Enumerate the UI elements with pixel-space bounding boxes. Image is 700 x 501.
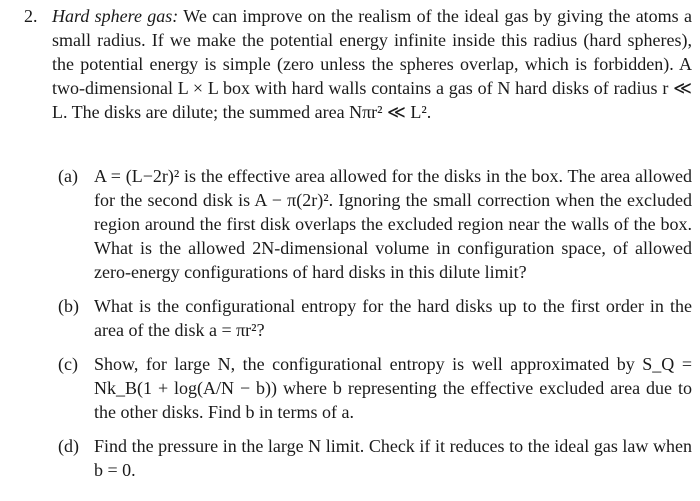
problem-intro: We can improve on the realism of the ideal gas by giving the atoms a small radius. If we make the potential energy infinite inside this radius (hard spheres), the potential energy is simple (zero unless the spheres overlap, which is forbidden). A two-dimensional L × L box with hard walls contains a gas of N hard disks of radius r ≪ L. The disks are dilute; the summed area Nπr² ≪ L². (52, 6, 692, 122)
problem-statement (52, 4, 692, 124)
part-text: What is the configurational entropy for the hard disks up to the first order in the area of the disk a = πr²? (94, 296, 692, 340)
part-label: (c) (58, 354, 78, 374)
part-text: Show, for large N, the configurational entropy is well approximated by S_Q = Nk_B(1 + log(A/N − b)) where b representing the effective excluded area due to the other disks. Find b in terms of a. (94, 354, 692, 422)
part-b (58, 294, 692, 342)
part-label: (b) (58, 296, 79, 316)
problem-title: Hard sphere gas: (52, 6, 179, 26)
part-text: Find the pressure in the large N limit. Check if it reduces to the ideal gas law when b = 0. (94, 436, 692, 480)
problem-parts (58, 164, 692, 482)
problem-2 (24, 4, 692, 124)
part-text: A = (L−2r)² is the effective area allowed for the disks in the box. The area allowed for the second disk is A − π(2r)². Ignoring the small correction when the excluded region around the first disk overlaps the excluded region near the walls of the box. What is the allowed 2N-dimensional volume in configuration space, of allowed zero-energy configurations of hard disks in this dilute limit? (94, 166, 692, 282)
part-a (58, 164, 692, 284)
part-label: (d) (58, 436, 79, 456)
part-label: (a) (58, 166, 78, 186)
problem-number: 2. (24, 6, 38, 26)
part-d (58, 434, 692, 482)
part-c (58, 352, 692, 424)
